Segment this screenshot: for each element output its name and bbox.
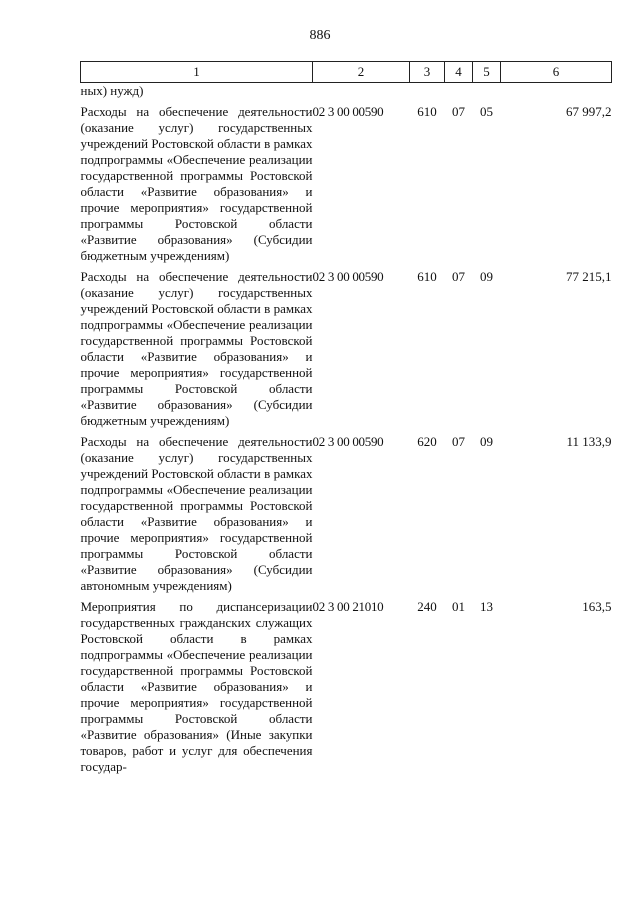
column-header-5: 5 bbox=[473, 62, 501, 83]
row-section: 07 bbox=[452, 104, 465, 119]
column-header-4: 4 bbox=[445, 62, 473, 83]
row-amount: 77 215,1 bbox=[566, 269, 612, 284]
column-header-2: 2 bbox=[313, 62, 410, 83]
row-description: Расходы на обеспечение деятельности (оказание услуг) государственных учреждений Ростовской области в рамках подпрограммы «Обеспечение реализации государственной программы Ростовской области «Развитие образования» и прочие мероприятия» государственной программы Ростовской области «Развитие образования» (Субсидии автономным учреждениям) bbox=[80, 434, 313, 593]
table-row bbox=[81, 264, 612, 429]
row-description: Расходы на обеспечение деятельности (оказание услуг) государственных учреждений Ростовской области в рамках подпрограммы «Обеспечение реализации государственной программы Ростовской области «Развитие образования» и прочие мероприятия» государственной программы Ростовской области «Развитие образования» (Субсидии бюджетным учреждениям) bbox=[80, 269, 313, 428]
row-section: 01 bbox=[452, 599, 465, 614]
continuation-text: ных) нужд) bbox=[80, 83, 144, 98]
row-target-code: 02 3 00 00590 bbox=[312, 434, 384, 449]
row-amount: 163,5 bbox=[582, 599, 612, 614]
page-number: 886 bbox=[309, 28, 331, 43]
table-row bbox=[81, 429, 612, 594]
row-target-code: 02 3 00 21010 bbox=[312, 599, 384, 614]
row-expense-type: 610 bbox=[417, 269, 437, 284]
row-expense-type: 610 bbox=[417, 104, 437, 119]
row-expense-type: 240 bbox=[417, 599, 437, 614]
table-row bbox=[81, 99, 612, 264]
row-section: 07 bbox=[452, 269, 465, 284]
row-subsection: 13 bbox=[480, 599, 493, 614]
row-description: Мероприятия по диспансеризации государственных гражданских служащих Ростовской области в рамках подпрограммы «Обеспечение реализации государственной программы Ростовской области «Развитие образования» и прочие мероприятия» государственной программы Ростовской области «Развитие образования» (Иные закупки товаров, работ и услуг для обеспечения государ- bbox=[80, 599, 313, 774]
row-section: 07 bbox=[452, 434, 465, 449]
column-header-1: 1 bbox=[81, 62, 313, 83]
column-header-3: 3 bbox=[410, 62, 445, 83]
column-header-6: 6 bbox=[501, 62, 612, 83]
table-row bbox=[81, 594, 612, 775]
continuation-row bbox=[81, 83, 612, 100]
table-header-row bbox=[81, 62, 612, 83]
row-description: Расходы на обеспечение деятельности (оказание услуг) государственных учреждений Ростовской области в рамках подпрограммы «Обеспечение реализации государственной программы Ростовской области «Развитие образования» и прочие мероприятия» государственной программы Ростовской области «Развитие образования» (Субсидии бюджетным учреждениям) bbox=[80, 104, 313, 263]
budget-table bbox=[80, 61, 612, 775]
row-amount: 11 133,9 bbox=[566, 434, 612, 449]
row-subsection: 09 bbox=[480, 434, 493, 449]
row-target-code: 02 3 00 00590 bbox=[312, 269, 384, 284]
row-target-code: 02 3 00 00590 bbox=[312, 104, 384, 119]
row-subsection: 09 bbox=[480, 269, 493, 284]
row-subsection: 05 bbox=[480, 104, 493, 119]
row-amount: 67 997,2 bbox=[566, 104, 612, 119]
row-expense-type: 620 bbox=[417, 434, 437, 449]
